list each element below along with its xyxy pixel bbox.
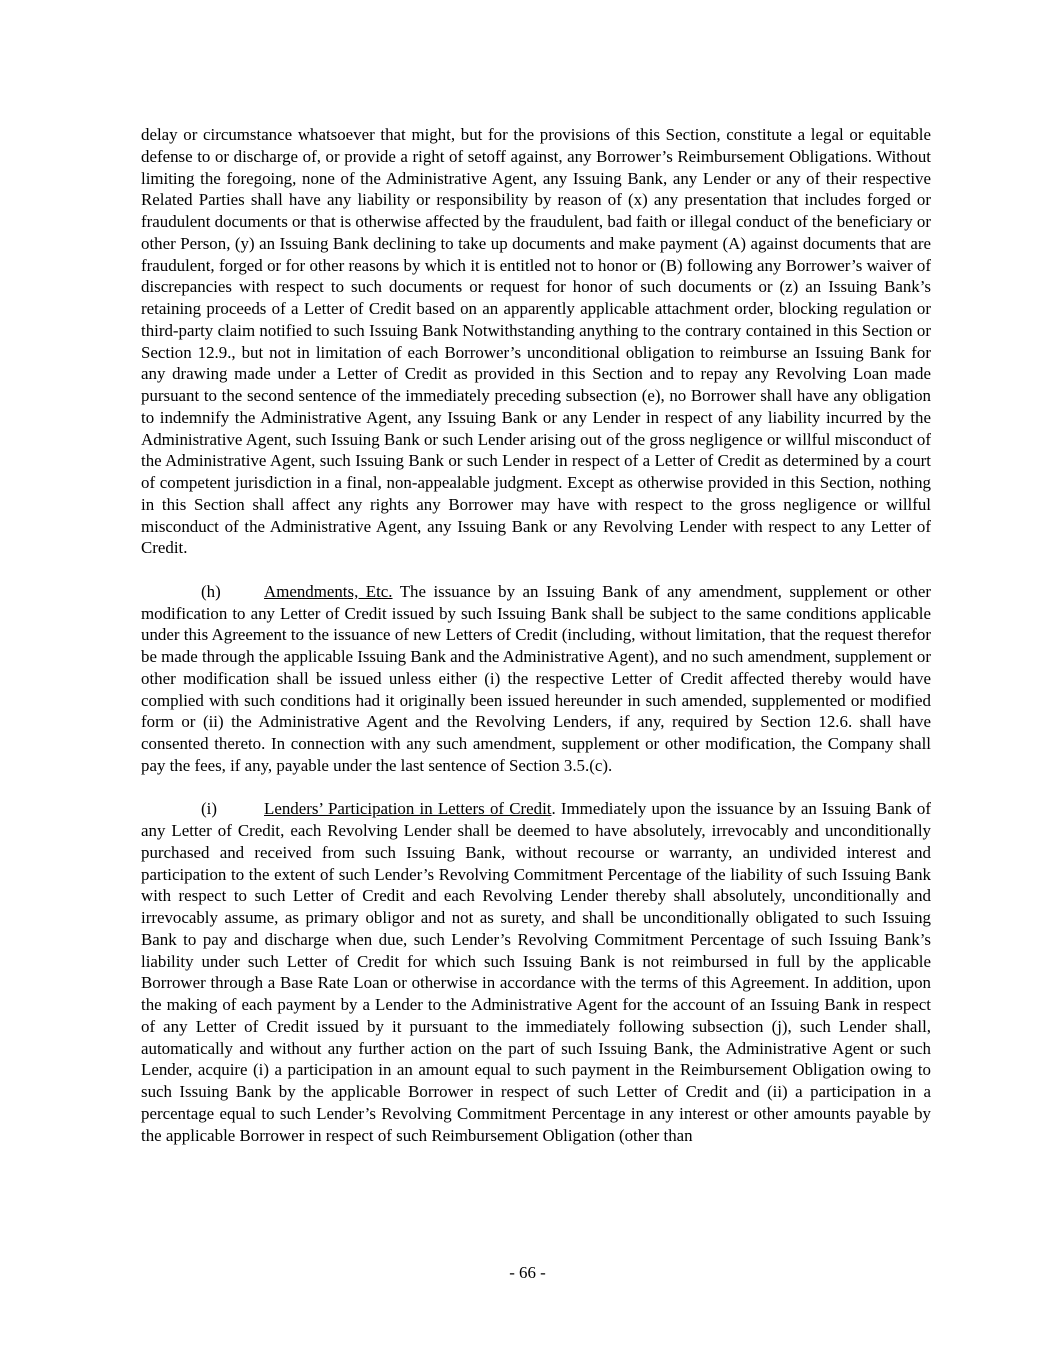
paragraph-text: delay or circumstance whatsoever that might, but for the provisions of this Section, constitute a legal or equitable defense to or discharge of, or provide a right of setoff against, any Borrower’s Reimbursement Obligations. Without limiting the foregoing, none of the Administrative Agent, any Issuing Bank, any Lender or any of their respective Related Parties shall have any liability or responsibility by reason of (x) any presentation that includes forged or fraudulent documents or that is otherwise affected by the fraudulent, bad faith or illegal conduct of the beneficiary or other Person, (y) an Issuing Bank declining to take up documents and make payment (A) against documents that are fraudulent, forged or for other reasons by which it is entitled not to honor or (B) following any Borrower’s waiver of discrepancies with respect to such documents or request for honor of such documents or (z) an Issuing Bank’s retaining proceeds of a Letter of Credit based on an apparently applicable attachment order, blocking regulation or third-party claim notified to such Issuing Bank Notwithstanding anything to the contrary contained in this Section or Section 12.9., but not in limitation of each Borrower’s unconditional obligation to reimburse an Issuing Bank for any drawing made under a Letter of Credit as provided in this Section and to repay any Revolving Loan made pursuant to the second sentence of the immediately preceding subsection (e), no Borrower shall have any obligation to indemnify the Administrative Agent, any Issuing Bank or any Lender in respect of any liability incurred by the Administrative Agent, such Issuing Bank or such Lender arising out of the gross negligence or willful misconduct of the Administrative Agent, such Issuing Bank or such Lender in respect of a Letter of Credit as determined by a court of competent jurisdiction in a final, non-appealable judgment. Except as otherwise provided in this Section, nothing in this Section shall affect any rights any Borrower may have with respect to the gross negligence or willful misconduct of the Administrative Agent, any Issuing Bank or any Revolving Lender with respect to any Letter of Credit. bbox=[141, 125, 931, 558]
document-page bbox=[141, 124, 931, 1168]
paragraph-text: . Immediately upon the issuance by an Issuing Bank of any Letter of Credit, each Revolving Lender shall be deemed to have absolutely, irrevocably and unconditionally purchased and received from such Issuing Bank, without recourse or warranty, an undivided interest and participation to the extent of such Lender’s Revolving Commitment Percentage of the liability of such Issuing Bank with respect to such Letter of Credit and each Revolving Lender thereby shall absolutely, unconditionally and irrevocably assume, as primary obligor and not as surety, and shall be unconditionally obligated to such Issuing Bank to pay and discharge when due, such Lender’s Revolving Commitment Percentage of such Issuing Bank’s liability under such Letter of Credit for which such Issuing Bank is not reimbursed in full by the applicable Borrower through a Base Rate Loan or otherwise in accordance with the terms of this Agreement. In addition, upon the making of each payment by a Lender to the Administrative Agent for the account of an Issuing Bank in respect of any Letter of Credit issued by it pursuant to the immediately following subsection (j), such Lender shall, automatically and without any further action on the part of such Issuing Bank, the Administrative Agent or such Lender, acquire (i) a participation in an amount equal to such payment in the Reimbursement Obligation owing to such Issuing Bank by the applicable Borrower in respect of such Letter of Credit and (ii) a participation in a percentage equal to such Lender’s Revolving Commitment Percentage in any interest or other amounts payable by the applicable Borrower in respect of such Reimbursement Obligation (other than bbox=[141, 799, 931, 1145]
paragraph-heading: Amendments, Etc. bbox=[264, 581, 393, 601]
paragraph-i-lenders-participation bbox=[141, 798, 931, 1146]
paragraph-continuation bbox=[141, 124, 931, 559]
paragraph-heading: Lenders’ Participation in Letters of Credit bbox=[264, 799, 552, 819]
page-number: - 66 - bbox=[509, 1263, 546, 1282]
paragraph-marker: (i) bbox=[201, 799, 217, 819]
paragraph-marker: (h) bbox=[201, 581, 221, 601]
paragraph-text: The issuance by an Issuing Bank of any amendment, supplement or other modification to any Letter of Credit issued by such Issuing Bank shall be subject to the same conditions applicable under this Agreement to the issuance of new Letters of Credit (including, without limitation, that the request therefor be made through the applicable Issuing Bank and the Administrative Agent), and no such amendment, supplement or other modification shall be issued unless either (i) the respective Letter of Credit affected thereby would have complied with such conditions had it originally been issued hereunder in such amended, supplemented or modified form or (ii) the Administrative Agent and the Revolving Lenders, if any, required by Section 12.6. shall have consented thereto. In connection with any such amendment, supplement or other modification, the Company shall pay the fees, if any, payable under the last sentence of Section 3.5.(c). bbox=[141, 581, 931, 775]
paragraph-h-amendments bbox=[141, 581, 931, 777]
